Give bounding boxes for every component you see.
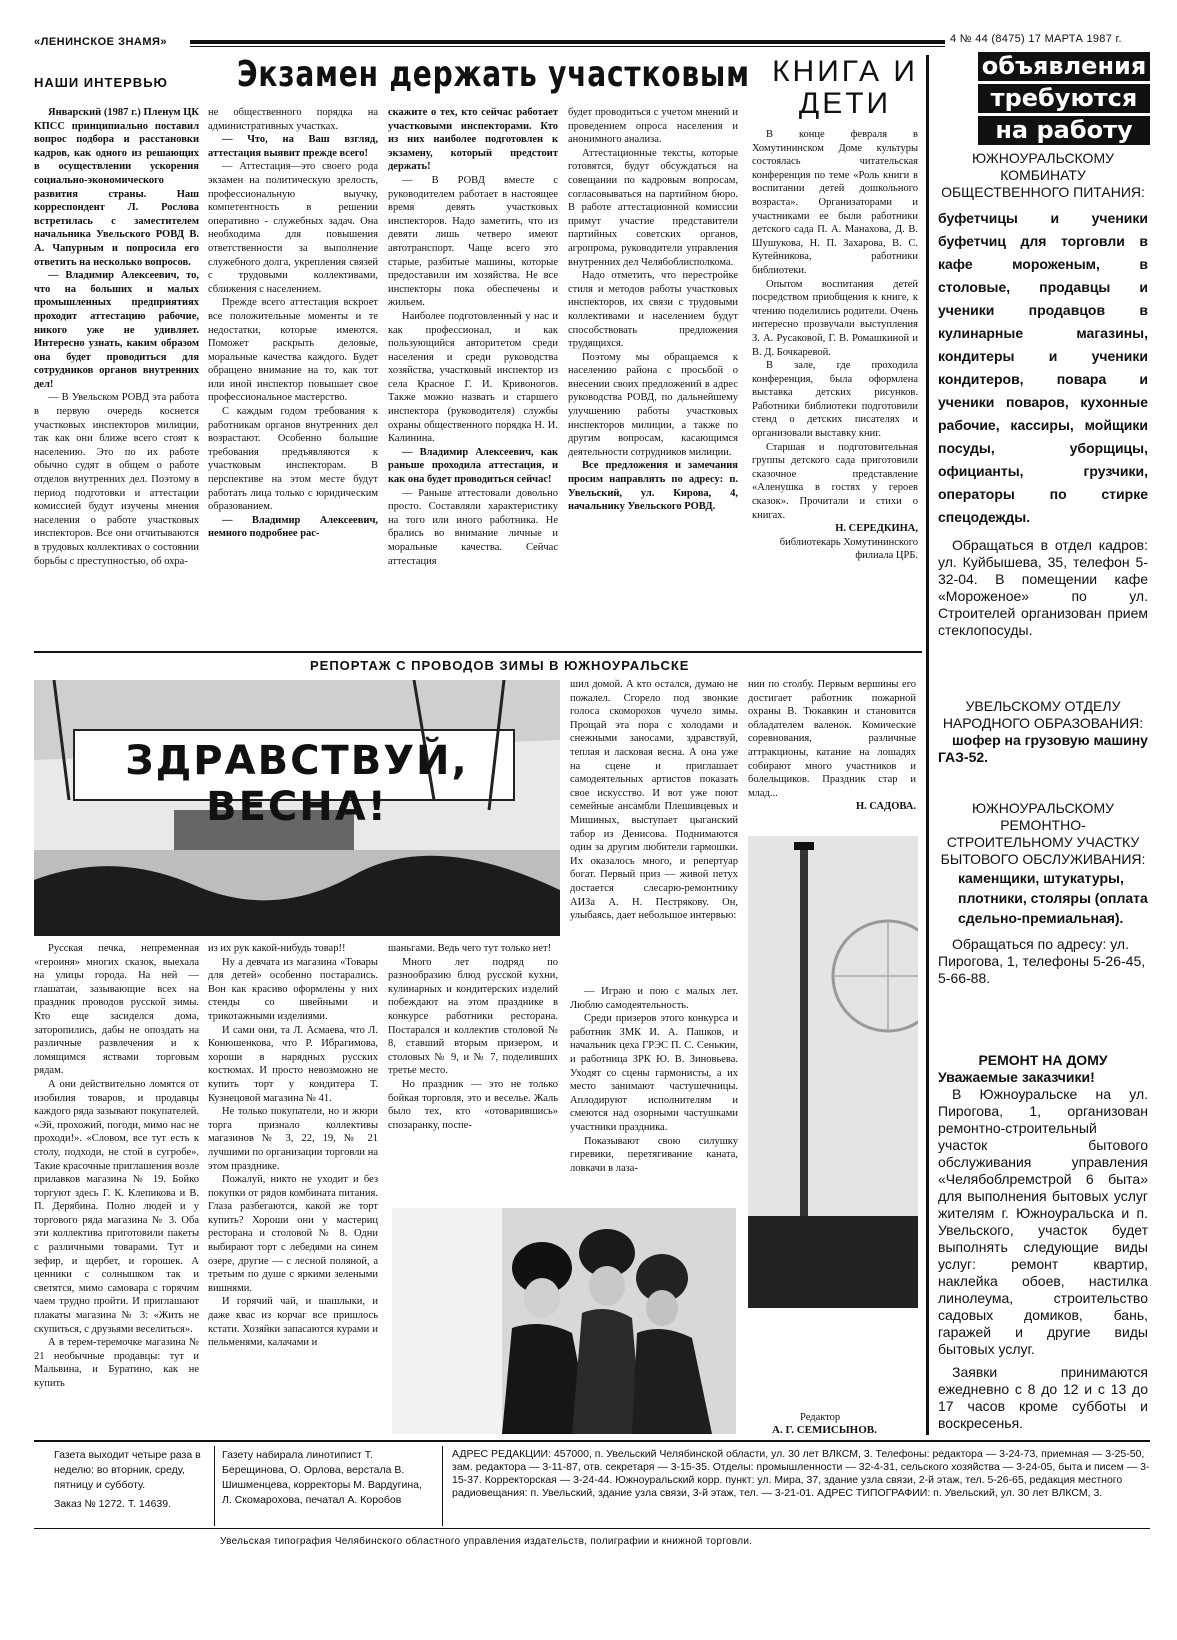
books-paragraph: В конце февраля в Хомутининском Доме культуры состоялась читательская конференция по теме «Роль книги в воспитании детей дошкольного возраста». Организаторами и участниками ее были работники детского сада П. А. Манахова, Д. В. Шушукова, Н. П. Захарова, В. С. Кутейникова, работники библиотеки. (752, 129, 918, 276)
interview-answer: — Аттестация—это своего рода экзамен на политическую зрелость, профессиональную выучку, компетентность в решении оперативно - служебных задач. Она необходима для повышения ответственности за выполнение служебного долга, укрепления связей с трудовыми коллективами, сближения с населением. (208, 161, 378, 295)
interview-contact: Все предложения и замечания просим направлять по адресу: п. Увельский, ул. Кирова, 4, начальнику Увельского РОВД. (568, 460, 738, 513)
photo-pole-scene (748, 836, 918, 1308)
report-text: А они действительно ломятся от изобилия товаров, и продавцы каждого ряда зазывают покупателей. «Эй, прохожий, погоди, мимо нас не проходи!». «Словом, все тут есть к столу, подходи, не стой в сугробе». Такие красочные приглашения возле прилавков магазина № 19. Бойко торгуют здесь Г. К. Клепикова и В. П. Дерябина. Полно людей и у торгового ряда магазина № 3. Оба эти коллектива приготовили пакеты с различными товарами. Тут и зефир, и щербет, и горошек. А ценники с солнышком так и светятся, мимо самовара с горячим чаем трудно пройти. И приглашают плакаты магазина № 3: «Жить не скупиться, с друзьями веселиться». (34, 1078, 199, 1335)
ads-address: Обращаться по адресу: ул. Пирогова, 1, телефоны 5-26-45, 5-66-88. (938, 936, 1146, 986)
footer-address: АДРЕС РЕДАКЦИИ: 457000, п. Увельский Челябинской области, ул. 30 лет ВЛКСМ, 3. Телефоны: редактора — 3-24-73, приемная — 3-25-50, зам. редактора — 3-11-87, отв. секретаря — 3-15-35. Отделы: промышленности — 32-4-31, сельского хозяйства — 3-24-05, быта и писем — 3-15-37. Корректорская — 3-24-44. Южноуральский корр. пункт: ул. Мира, 37, здание узла связи, 2-й этаж, тел. 5-26-65, редакция местного радиовещания: п. Увельский, здание узла связи, 3-й этаж, тел. — 3-21-01. АДРЕС ТИПОГРАФИИ: п. Увельский, ул. 30 лет ВЛКСМ, 3. (452, 1448, 1150, 1499)
ads-jobs: шофер на грузовую машину ГАЗ-52. (938, 732, 1148, 765)
report-text: нии по столбу. Первым вершины его достигает работник пожарной охраны В. Тюкавкин и становится обладателем валенок. Комические соревнования, различные аттракционы, катание на лошадях собирают много участников и болельщиков. Праздник стар и млад... (748, 679, 916, 799)
interview-rubric: НАШИ ИНТЕРВЬЮ (34, 75, 168, 90)
ads-jobs: каменщики, штукатуры, плотники, столяры (оплата сдельно-премиальная). (958, 870, 1148, 926)
repair-title: РЕМОНТ НА ДОМУ (978, 1052, 1108, 1068)
dateline: 4 № 44 (8475) 17 МАРТА 1987 г. (950, 33, 1122, 45)
report-text: Ну а девчата из магазина «Товары для детей» особенно постарались. Вон как красиво оформлены у них стенды со швейными и трикотажными изделиями. (208, 956, 378, 1022)
report-text: шил домой. А кто остался, думаю не пожалел. Сгорело под звонкие голоса скоморохов чучело зимы. Прощай эта пора с холодами и снежными заносами, здравствуй, теплая и ласковая весна. А она уже на сцене и приглашает самодеятельных артистов показать свое искусство. И вот уже поют семейные ансамбли Плешивцевых и Мишиных, выступает цыганский табор из Денисова. Поднимаются один за другим любители гармошки. Их оказалось много, и репертуар богат. Первый приз — живой петух достается слесарю-ремонтнику АИЗа А. Н. Пестрякову. Он, улыбаясь, дает небольшое интервью: (570, 679, 738, 922)
repair-greeting: Уважаемые заказчики! (938, 1069, 1095, 1085)
ads-separator (926, 55, 929, 1435)
books-paragraph: Старшая и подготовительная группы детского сада приготовили сказочное представление «Аленушка в гостях у героев сказок». Прочитали и стихи о книгах. (752, 441, 918, 521)
repair-text: В Южноуральске на ул. Пирогова, 1, организован ремонтно-строительный участок бытового обслуживания управления «Челябоблремстрой 6 быта» для выполнения бытовых услуг жителям г. Южноуральска и п. Увельского, участок будет выполнять следующие виды услуг: ремонт квартир, наклейка обоев, настилка линолеума, строительство садовых домиков, бань, гаражей и другие виды бытовых услуг. (938, 1086, 1148, 1357)
report-column-d (570, 985, 738, 1203)
report-column-a (34, 942, 199, 1442)
footer-divider-1 (214, 1446, 215, 1526)
report-column-b (208, 942, 378, 1442)
photo-crowd-scene (392, 1208, 736, 1434)
report-text: А в терем-теремочке магазина № 21 необычные продавцы: тут и Мальвина, и Буратино, как не купить (34, 1337, 199, 1389)
interview-question: — Владимир Алексеевич, немного подробнее рас- (208, 514, 378, 540)
editor-label: Редактор (800, 1412, 841, 1423)
books-paragraph: Опытом воспитания детей посредством приобщения к книге, к чтению поделились родители. Очень интересно прозвучали выступления З. А. Русаковой, Г. В. Ромашкиной и В. Д. Бочкаревой. (752, 278, 918, 358)
interview-question: — Владимир Алексеевич, то, что на больших и малых промышленных предприятиях проходит аттестацию рабочие, никого уже не удивляет. Интересно узнать, каким образом она будет проводиться для сотрудников органов внутренних дел! (34, 270, 199, 390)
interview-column-2 (208, 106, 378, 646)
ads-org: УВЕЛЬСКОМУ ОТДЕЛУ НАРОДНОГО ОБРАЗОВАНИЯ: (942, 698, 1144, 731)
report-text: Русская печка, непременная «героиня» многих сказок, выехала на улицы города. На ней — глашатаи, зазывающие всех на праздник проводов русской зимы. Кто еще засиделся дома, заторопились, дабы не опоздать на различные развлечения и к ломящимся яствами торговым рядам. (34, 943, 199, 1077)
footer-divider-2 (442, 1446, 443, 1526)
footer-typeset: Газету набирала линотипист Т. Берещинова, О. Орлова, верстала В. Шишменцева, корректоры М. Вардугина, Л. Скомарохова, печатал А. Коробов (222, 1449, 422, 1506)
interview-answer: — В РОВД вместе с руководителем работает в настоящее время девять участковых инспекторов. Надо заметить, что из девяти лишь четверо имеют автотранспорт. Чаще всего это старые, разбитые машины, которые предоставили им хозяйства. Не все инспекторы пока обеспечены и жильем. (388, 174, 558, 309)
footer-imprint: Увельская типография Челябинского областного управления издательств, полиграфии и книжной торговли. (220, 1536, 753, 1547)
interview-headline: Экзамен держать участковым (237, 54, 750, 95)
interview-text: С каждым годом требования к работникам органов внутренних дел возрастают. Особенно большие требования предъявляются к участковым инспекторам. В перспективе на этом месте будут работать лица только с юридическим образованием. (208, 406, 378, 513)
photo-crowd (392, 1208, 736, 1434)
masthead: «ЛЕНИНСКОЕ ЗНАМЯ» (34, 36, 168, 48)
photo-pole (748, 836, 918, 1308)
footer-rule-bottom (34, 1528, 1150, 1529)
report-column-r2 (748, 678, 916, 828)
ads-title-wanted: требуются (978, 84, 1150, 113)
interview-text: не общественного порядка на административных участках. (208, 107, 378, 132)
ads-org: ЮЖНОУРАЛЬСКОМУ КОМБИНАТУ ОБЩЕСТВЕННОГО ПИТАНИЯ: (941, 150, 1145, 200)
interview-answer: — В Увельском РОВД эта работа в первую очередь коснется участковых инспекторов милиции, так как они ближе всего стоят к населению. Это по их работе обычно судят в общем о работе отделов внутренних дел. Поэтому в период подготовки и аттестации комиссией будут изучены мнения населения о работе участковых инспекторов. Все они отчитываются в трудовых коллективах о состоянии борьбы с преступностью, об охра- (34, 392, 199, 567)
footer-schedule: Газета выходит четыре раза в неделю: во вторник, среду, пятницу и субботу. (54, 1449, 201, 1491)
ads-title-jobs: на работу (978, 116, 1150, 145)
report-text: Показывают свою силушку гиревики, перетягивание каната, ловкачи в лаза- (570, 1135, 738, 1174)
report-text: — Играю и пою с малых лет. Люблю самодеятельность. (570, 986, 738, 1011)
books-headline: КНИГА И ДЕТИ (772, 55, 918, 120)
footer-order: Заказ № 1272. Т. 14639. (54, 1498, 172, 1510)
interview-column-3 (388, 106, 558, 646)
books-article (752, 128, 918, 648)
ads-block-3 (938, 800, 1148, 1040)
footer-rule (34, 1440, 1150, 1442)
footer-schedule-block (54, 1448, 204, 1528)
interview-text: Прежде всего аттестация вскроет все положительные моменты и те недостатки, которые имеются. Поможет раскрыть деловые, моральные качества каждого. Будет обращено внимание на то, как тот или иной инспектор повышает свое профессиональное мастерство. (208, 297, 378, 404)
ads-title-announcements: объявления (978, 52, 1150, 81)
report-column-c (388, 942, 558, 1212)
report-rubric: РЕПОРТАЖ С ПРОВОДОВ ЗИМЫ В ЮЖНОУРАЛЬСКЕ (310, 658, 690, 673)
repair-hours: Заявки принимаются ежедневно с 8 до 12 и с 13 до 17 часов кроме субботы и воскресенья. (938, 1364, 1148, 1431)
interview-lead: Январский (1987 г.) Пленум ЦК КПСС принципиально поставил вопрос подбора и расстановки кадров, как одного из решающих в осуществлении ускорения социально-экономического развития страны. Наш корреспондент Л. Рослова встретилась с заместителем начальника Увельского РОВД В. А. Чапурным и попросила его ответить на несколько вопросов. (34, 107, 199, 268)
interview-text: Надо отметить, что перестройке стиля и методов работы участковых инспекторов, их связи с трудовыми коллективами и населением будут способствовать предложения трудящихся. (568, 270, 738, 350)
header-rule-thin (190, 46, 945, 47)
ads-jobs: буфетчицы и ученики буфетчиц для торговли в кафе мороженым, в столовые, продавцы и ученики продавцов в кулинарные магазины, кондитеры и ученики кондитеров, повара и ученики поваров, кухонные рабочие, кассиры, мойщики посуды, уборщицы, официанты, грузчики, операторы по стирке спецодежды. (938, 210, 1148, 525)
ads-block-1 (938, 150, 1148, 670)
interview-question: — Владимир Алексеевич, как раньше проходила аттестация, и как она будет проводиться сейчас! (388, 446, 558, 486)
interview-column-4 (568, 106, 738, 646)
report-text: из их рук какой-нибудь товар!! (208, 943, 346, 954)
report-text: И сами они, та Л. Асмаева, что Л. Конюшенкова, что Р. Ибрагимова, хороши в нарядных русских костюмах. И просто невозможно не купить торт у кондитера Т. Кузнецовой магазина № 41. (208, 1024, 378, 1104)
header-rule (190, 40, 945, 44)
report-text: Среди призеров этого конкурса и работник ЗМК И. А. Пашков, и начальник цеха ГРЭС П. С. Сенькин, и работница ЗРК Ю. В. Зиновьева. Уходят со сцены гармонисты, а их место занимают частушечницы. Аплодируют исполнителям и смеются над озорными частушками участники праздника. (570, 1013, 738, 1133)
books-author: Н. СЕРЕДКИНА, (835, 523, 918, 535)
report-text: Пожалуй, никто не уходит и без покупки от рядов комбината питания. Глаза разбегаются, какой же торт купить? Хороши они у мастериц ресторана и столовой № 8. Одни выбирают торт с лебедями на синем озере, другие — с лесной поляной, а третьим по душе с яркими зелеными вишнями. (208, 1174, 378, 1294)
report-text: Но праздник — это не только бойкая торговля, это и веселье. Жаль было тех, кто «отоварившись» спозаранку, поспе- (388, 1078, 558, 1131)
interview-question: — Что, на Ваш взгляд, аттестация выявит прежде всего! (208, 134, 378, 159)
ads-address: Обращаться в отдел кадров: ул. Куйбышева, 35, телефон 5-32-04. В помещении кафе «Мороженое» по ул. Строителей организован прием стеклопосуды. (938, 537, 1148, 638)
editor-name: А. Г. СЕМИСЫНОВ. (772, 1424, 877, 1436)
report-text: шаньгами. Ведь чего тут только нет! (388, 943, 552, 954)
banner-text: ЗДРАВСТВУЙ, ВЕСНА! (125, 738, 469, 830)
ads-block-2 (938, 698, 1148, 788)
interview-question: скажите о тех, кто сейчас работает участковыми инспекторами. Кто из них наиболее подготовлен к экзамену, который предстоит держать! (388, 107, 558, 173)
interview-text: будет проводиться с учетом мнений и проведением опроса населения и анонимного анализа. (568, 107, 738, 146)
interview-text: Наиболее подготовленный у нас и как профессионал, и как пользующийся авторитетом среди населения и среди руководства хозяйства, участковый инспектор из села Красное Г. И. Кривоногов. Также можно назвать и старшего инспектора (руководителя) службы охраны общественного порядка Н. И. Калинина. (388, 310, 558, 445)
interview-text: Поэтому мы обращаемся к населению района с просьбой о внесении своих предложений в адрес руководства РОВД, по дальнейшему улучшению работы участковых инспекторов милиции, а также по другим вопросам, касающимся деятельности сотрудников милиции. (568, 351, 738, 458)
photo-banner (34, 680, 560, 936)
ads-repair (938, 1052, 1148, 1442)
report-author: Н. САДОВА. (855, 801, 916, 813)
report-rule (34, 651, 922, 653)
interview-answer: — Раньше аттестовали довольно просто. Составляли характеристику на того или иного работника. Не брались во внимание личные и моральные качества. Сейчас аттестация (388, 487, 558, 567)
ads-org: ЮЖНОУРАЛЬСКОМУ РЕМОНТНО-СТРОИТЕЛЬНОМУ УЧАСТКУ БЫТОВОГО ОБСЛУЖИВАНИЯ: (940, 800, 1146, 867)
interview-text: Аттестационные тексты, которые готовятся, будут обсуждаться на совещании по кадровым вопросам, согласовываться на партийном бюро. В работе аттестационной комиссии примут участие представители партийных советских органов, агропрома, руководители управления внутренних дел Челябоблисполкома. (568, 147, 738, 268)
books-author-title: библиотекарь Хомутининского филиала ЦРБ. (779, 536, 918, 562)
report-text: Много лет подряд по разнообразию блюд русской кухни, кулинарных и кондитерских изделий побеждают на этом празднике в конкурсе работники ресторана. Постарался и коллектив столовой № 8, ставший вторым призером, и столовых № 9, и № 7, поделивших третье место. (388, 956, 558, 1077)
books-paragraph: В зале, где проходила конференция, была оформлена выставка детских рисунков. Работники библиотеки подготовили стенд о детских писателях и организовали выставку книг. (752, 360, 918, 440)
interview-column-1 (34, 106, 199, 646)
report-text: И горячий чай, и шашлыки, и даже квас из корчаг все пришлось кстати. Хозяйки запасаются курами и пельменями, калачами и (208, 1296, 378, 1349)
report-text: Не только покупатели, но и жюри торга признало коллективы магазинов № 3, 22, 19, № 21 лучшими по организации торговли на этом празднике. (208, 1106, 378, 1172)
